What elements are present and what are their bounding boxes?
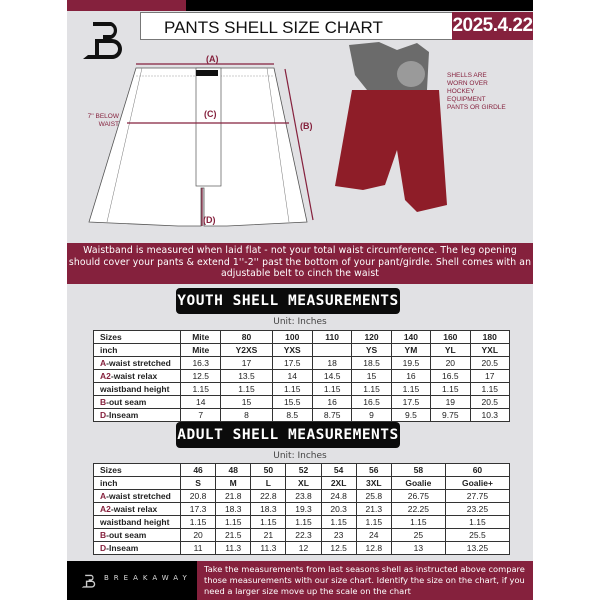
table-cell: 1.15	[431, 383, 470, 396]
shell-photo	[335, 42, 447, 212]
date-badge: 2025.4.22	[452, 12, 533, 40]
table-cell: 25.5	[445, 529, 509, 542]
table-row	[94, 542, 510, 555]
label-d: (D)	[203, 215, 216, 225]
row-label	[94, 409, 181, 422]
table-cell: 1.15	[321, 516, 356, 529]
table-cell: 16.5	[352, 396, 391, 409]
table-cell: M	[216, 477, 251, 490]
table-cell: 1.15	[470, 383, 509, 396]
table-cell: Goalie+	[445, 477, 509, 490]
footer-instructions: Take the measurements from last seasons shell as instructed above compare those measurements with our size chart. Identify the size on the chart, if you need a larger size move up the scale on the chart	[197, 561, 533, 600]
table-cell: 27.75	[445, 490, 509, 503]
table-row	[94, 383, 510, 396]
table-cell: 23	[321, 529, 356, 542]
size-chart-page	[67, 0, 533, 600]
measure-name: waistband height	[100, 517, 170, 527]
table-cell: 1.15	[445, 516, 509, 529]
table-cell: 54	[321, 464, 356, 477]
table-cell: 13.5	[221, 370, 272, 383]
table-cell: 22.3	[286, 529, 321, 542]
table-row	[94, 396, 510, 409]
measure-name: -waist stretched	[106, 358, 171, 368]
table-cell: 15	[352, 370, 391, 383]
table-cell: 1.15	[251, 516, 286, 529]
worn-over-note: SHELLS ARE WORN OVER HOCKEY EQUIPMENT PANTS OR GIRDLE	[447, 72, 506, 111]
measure-name: -waist relax	[110, 504, 158, 514]
table-cell: 7	[181, 409, 221, 422]
measure-name: waistband height	[100, 384, 170, 394]
table-cell: 9.5	[391, 409, 430, 422]
top-bar-accent	[67, 0, 186, 11]
table-cell: 19.5	[391, 357, 430, 370]
row-label	[94, 464, 181, 477]
table-cell: 21.3	[356, 503, 391, 516]
label-a: (A)	[206, 54, 219, 64]
table-cell: 80	[221, 331, 272, 344]
table-cell: 12.5	[181, 370, 221, 383]
youth-unit-label: Unit: Inches	[273, 317, 327, 327]
table-row	[94, 516, 510, 529]
table-cell: 8.5	[272, 409, 312, 422]
table-cell: 50	[251, 464, 286, 477]
row-label	[94, 490, 181, 503]
table-cell: 22.8	[251, 490, 286, 503]
table-cell: Mite	[181, 331, 221, 344]
table-cell: 100	[272, 331, 312, 344]
table-cell: 15.5	[272, 396, 312, 409]
table-cell: 14	[272, 370, 312, 383]
table-cell: 9.75	[431, 409, 470, 422]
table-cell: 1.15	[286, 516, 321, 529]
row-label	[94, 477, 181, 490]
measure-letter: D	[100, 410, 107, 420]
table-cell: 1.15	[352, 383, 391, 396]
table-cell: 12.8	[356, 542, 391, 555]
table-row	[94, 529, 510, 542]
table-row	[94, 464, 510, 477]
youth-size-table	[93, 330, 510, 422]
table-cell: 18.3	[216, 503, 251, 516]
table-cell: 19	[431, 396, 470, 409]
adult-unit-label: Unit: Inches	[273, 451, 327, 461]
below-waist-note: 7'' BELOW WAIST	[87, 113, 119, 128]
row-label	[94, 344, 181, 357]
row-label	[94, 529, 181, 542]
measure-name: -out seam	[106, 397, 147, 407]
table-cell: 1.15	[272, 383, 312, 396]
table-cell: 14	[181, 396, 221, 409]
row-label	[94, 396, 181, 409]
table-cell: Mite	[181, 344, 221, 357]
table-cell: 25.8	[356, 490, 391, 503]
table-cell: 120	[352, 331, 391, 344]
pants-diagram	[67, 40, 533, 243]
table-cell: 20.3	[321, 503, 356, 516]
table-cell: 17.3	[181, 503, 216, 516]
measure-name: Sizes	[100, 332, 122, 342]
measure-name: -waist stretched	[106, 491, 171, 501]
footer-brand-panel	[67, 561, 197, 600]
table-cell: 23.8	[286, 490, 321, 503]
table-cell	[312, 344, 351, 357]
table-cell: 15	[221, 396, 272, 409]
table-cell: 1.15	[216, 516, 251, 529]
table-cell: 17.5	[391, 396, 430, 409]
table-cell: Goalie	[391, 477, 445, 490]
table-cell: 16	[391, 370, 430, 383]
breakaway-logo-icon	[81, 571, 97, 591]
measure-name: -out seam	[106, 530, 147, 540]
table-cell: 17.5	[272, 357, 312, 370]
table-cell: 1.15	[391, 383, 430, 396]
table-cell: 16.5	[431, 370, 470, 383]
table-cell: 24.8	[321, 490, 356, 503]
table-cell: 1.15	[221, 383, 272, 396]
table-cell: 21.8	[216, 490, 251, 503]
table-cell: 9	[352, 409, 391, 422]
table-cell: 20.5	[470, 396, 509, 409]
table-cell: 8	[221, 409, 272, 422]
table-cell: 48	[216, 464, 251, 477]
title-box	[140, 12, 452, 40]
table-cell: 20	[431, 357, 470, 370]
table-cell: 58	[391, 464, 445, 477]
table-row	[94, 503, 510, 516]
table-cell: 56	[356, 464, 391, 477]
table-cell: YS	[352, 344, 391, 357]
row-label	[94, 516, 181, 529]
measure-letter: B	[100, 530, 107, 540]
table-cell: 140	[391, 331, 430, 344]
label-b: (B)	[300, 121, 313, 131]
table-cell: 18.3	[251, 503, 286, 516]
row-label	[94, 370, 181, 383]
table-row	[94, 477, 510, 490]
adult-section-title: ADULT SHELL MEASUREMENTS	[176, 422, 400, 448]
table-row	[94, 331, 510, 344]
table-cell: YXS	[272, 344, 312, 357]
info-band: Waistband is measured when laid flat - not your total waist circumference. The leg opening should cover your pants & extend 1''-2'' past the bottom of your pant/girdle. Shell comes with an adjustable belt to cinch the waist	[67, 243, 533, 284]
table-cell: 1.15	[181, 516, 216, 529]
table-cell: YL	[431, 344, 470, 357]
table-cell: 20	[181, 529, 216, 542]
measure-name: inch	[100, 345, 118, 355]
table-cell: 12.5	[321, 542, 356, 555]
table-cell: 16.3	[181, 357, 221, 370]
measure-name: -Inseam	[106, 410, 139, 420]
table-cell: 26.75	[391, 490, 445, 503]
table-cell: 110	[312, 331, 351, 344]
table-cell: 13.25	[445, 542, 509, 555]
table-cell: YXL	[470, 344, 509, 357]
table-cell: 21.5	[216, 529, 251, 542]
table-cell: 25	[391, 529, 445, 542]
table-cell: 8.75	[312, 409, 351, 422]
measure-letter: D	[100, 543, 107, 553]
table-cell: 17	[470, 370, 509, 383]
measure-name: Sizes	[100, 465, 122, 475]
table-cell: 16	[312, 396, 351, 409]
table-cell: 11.3	[251, 542, 286, 555]
table-cell: 20.8	[181, 490, 216, 503]
row-label	[94, 503, 181, 516]
label-c: (C)	[204, 109, 217, 119]
table-cell: 12	[286, 542, 321, 555]
table-row	[94, 370, 510, 383]
table-row	[94, 490, 510, 503]
table-cell: 3XL	[356, 477, 391, 490]
shell-flat-drawing	[89, 68, 307, 226]
table-cell: 11.3	[216, 542, 251, 555]
table-cell: 1.15	[312, 383, 351, 396]
table-cell: YM	[391, 344, 430, 357]
table-cell: 180	[470, 331, 509, 344]
table-cell: 1.15	[391, 516, 445, 529]
row-label	[94, 542, 181, 555]
table-cell: 17	[221, 357, 272, 370]
measure-letter: A2	[100, 504, 111, 514]
table-cell: 2XL	[321, 477, 356, 490]
table-cell: XL	[286, 477, 321, 490]
measure-name: -Inseam	[106, 543, 139, 553]
table-row	[94, 409, 510, 422]
measure-name: inch	[100, 478, 118, 488]
row-label	[94, 357, 181, 370]
table-cell: 18	[312, 357, 351, 370]
table-cell: L	[251, 477, 286, 490]
table-cell: 21	[251, 529, 286, 542]
measure-letter: A2	[100, 371, 111, 381]
table-cell: 11	[181, 542, 216, 555]
measure-name: -waist relax	[110, 371, 158, 381]
row-label	[94, 331, 181, 344]
table-cell: 22.25	[391, 503, 445, 516]
table-cell: 19.3	[286, 503, 321, 516]
top-bar-dark	[186, 0, 533, 11]
measure-letter: A	[100, 358, 107, 368]
table-cell: 14.5	[312, 370, 351, 383]
brand-name: BREAKAWAY	[104, 574, 192, 582]
adult-size-table	[93, 463, 510, 555]
table-cell: 24	[356, 529, 391, 542]
measure-letter: A	[100, 491, 107, 501]
table-cell: 10.3	[470, 409, 509, 422]
table-cell: 160	[431, 331, 470, 344]
table-cell: 18.5	[352, 357, 391, 370]
table-cell: S	[181, 477, 216, 490]
page-title: PANTS SHELL SIZE CHART	[164, 18, 383, 37]
table-cell: 60	[445, 464, 509, 477]
table-row	[94, 357, 510, 370]
table-cell: 20.5	[470, 357, 509, 370]
table-cell: 13	[391, 542, 445, 555]
table-cell: 1.15	[181, 383, 221, 396]
table-row	[94, 344, 510, 357]
youth-section-title: YOUTH SHELL MEASUREMENTS	[176, 288, 400, 314]
row-label	[94, 383, 181, 396]
table-cell: 23.25	[445, 503, 509, 516]
table-cell: 1.15	[356, 516, 391, 529]
table-cell: Y2XS	[221, 344, 272, 357]
table-cell: 52	[286, 464, 321, 477]
table-cell: 46	[181, 464, 216, 477]
measure-letter: B	[100, 397, 107, 407]
